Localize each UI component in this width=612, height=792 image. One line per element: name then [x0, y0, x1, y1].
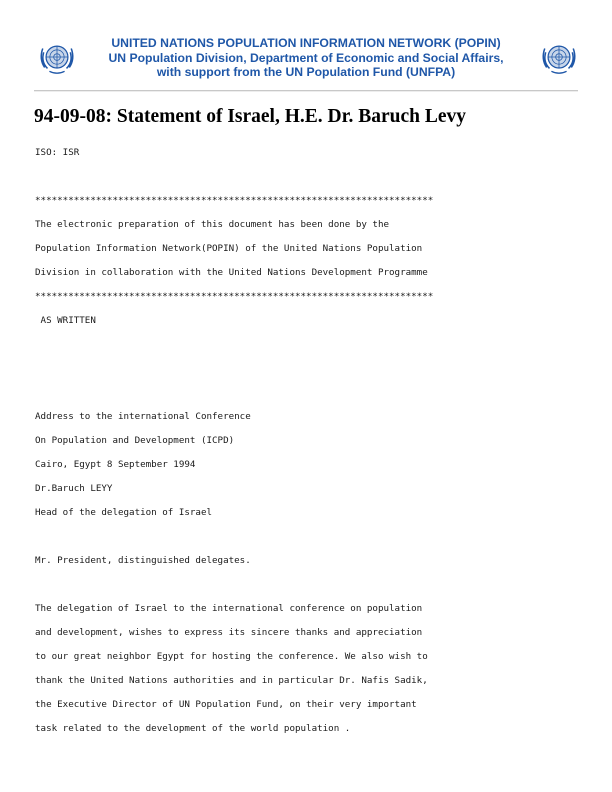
iso-code-line: ISO: ISR — [35, 147, 80, 158]
address-line: Cairo, Egypt 8 September 1994 — [35, 459, 196, 470]
page-title: 94-09-08: Statement of Israel, H.E. Dr. Baruch Levy — [34, 106, 467, 127]
address-line: On Population and Development (ICPD) — [35, 435, 235, 446]
text-line: Division in collaboration with the United Nations Development Programme — [35, 267, 428, 278]
text-line: Population Information Network(POPIN) of the United Nations Population — [35, 243, 423, 254]
header-line-3: with support from the UN Population Fund (UNFPA) — [156, 65, 456, 80]
speaker-title: Head of the delegation of Israel — [35, 507, 213, 518]
header-divider — [34, 90, 578, 92]
text-line: The electronic preparation of this document has been done by the — [35, 219, 390, 230]
speaker-name: Dr.Baruch LEYY — [35, 483, 113, 494]
header-line-2: UN Population Division, Department of Economic and Social Affairs, — [108, 50, 504, 65]
salutation: Mr. President, distinguished delegates. — [35, 555, 251, 566]
body-line: the Executive Director of UN Population Fund, on their very important — [35, 699, 417, 710]
popin-header — [34, 36, 578, 90]
address-line: Address to the international Conference — [35, 411, 251, 422]
header-text — [82, 36, 530, 80]
as-written-note: AS WRITTEN — [35, 315, 96, 326]
body-line: and development, wishes to express its sincere thanks and appreciation — [35, 627, 423, 638]
body-line: The delegation of Israel to the international conference on population — [35, 603, 423, 614]
separator-line: ************************************************************************ — [35, 195, 434, 206]
header-line-1: UNITED NATIONS POPULATION INFORMATION NETWORK (POPIN) — [111, 36, 501, 50]
un-emblem-icon — [38, 39, 76, 77]
body-line: task related to the development of the world population . — [35, 723, 351, 734]
un-emblem-icon — [540, 39, 578, 77]
body-line: thank the United Nations authorities and in particular Dr. Nafis Sadik, — [35, 675, 428, 686]
separator-line: ************************************************************************ — [35, 291, 434, 302]
body-line: to our great neighbor Egypt for hosting the conference. We also wish to — [35, 651, 428, 662]
